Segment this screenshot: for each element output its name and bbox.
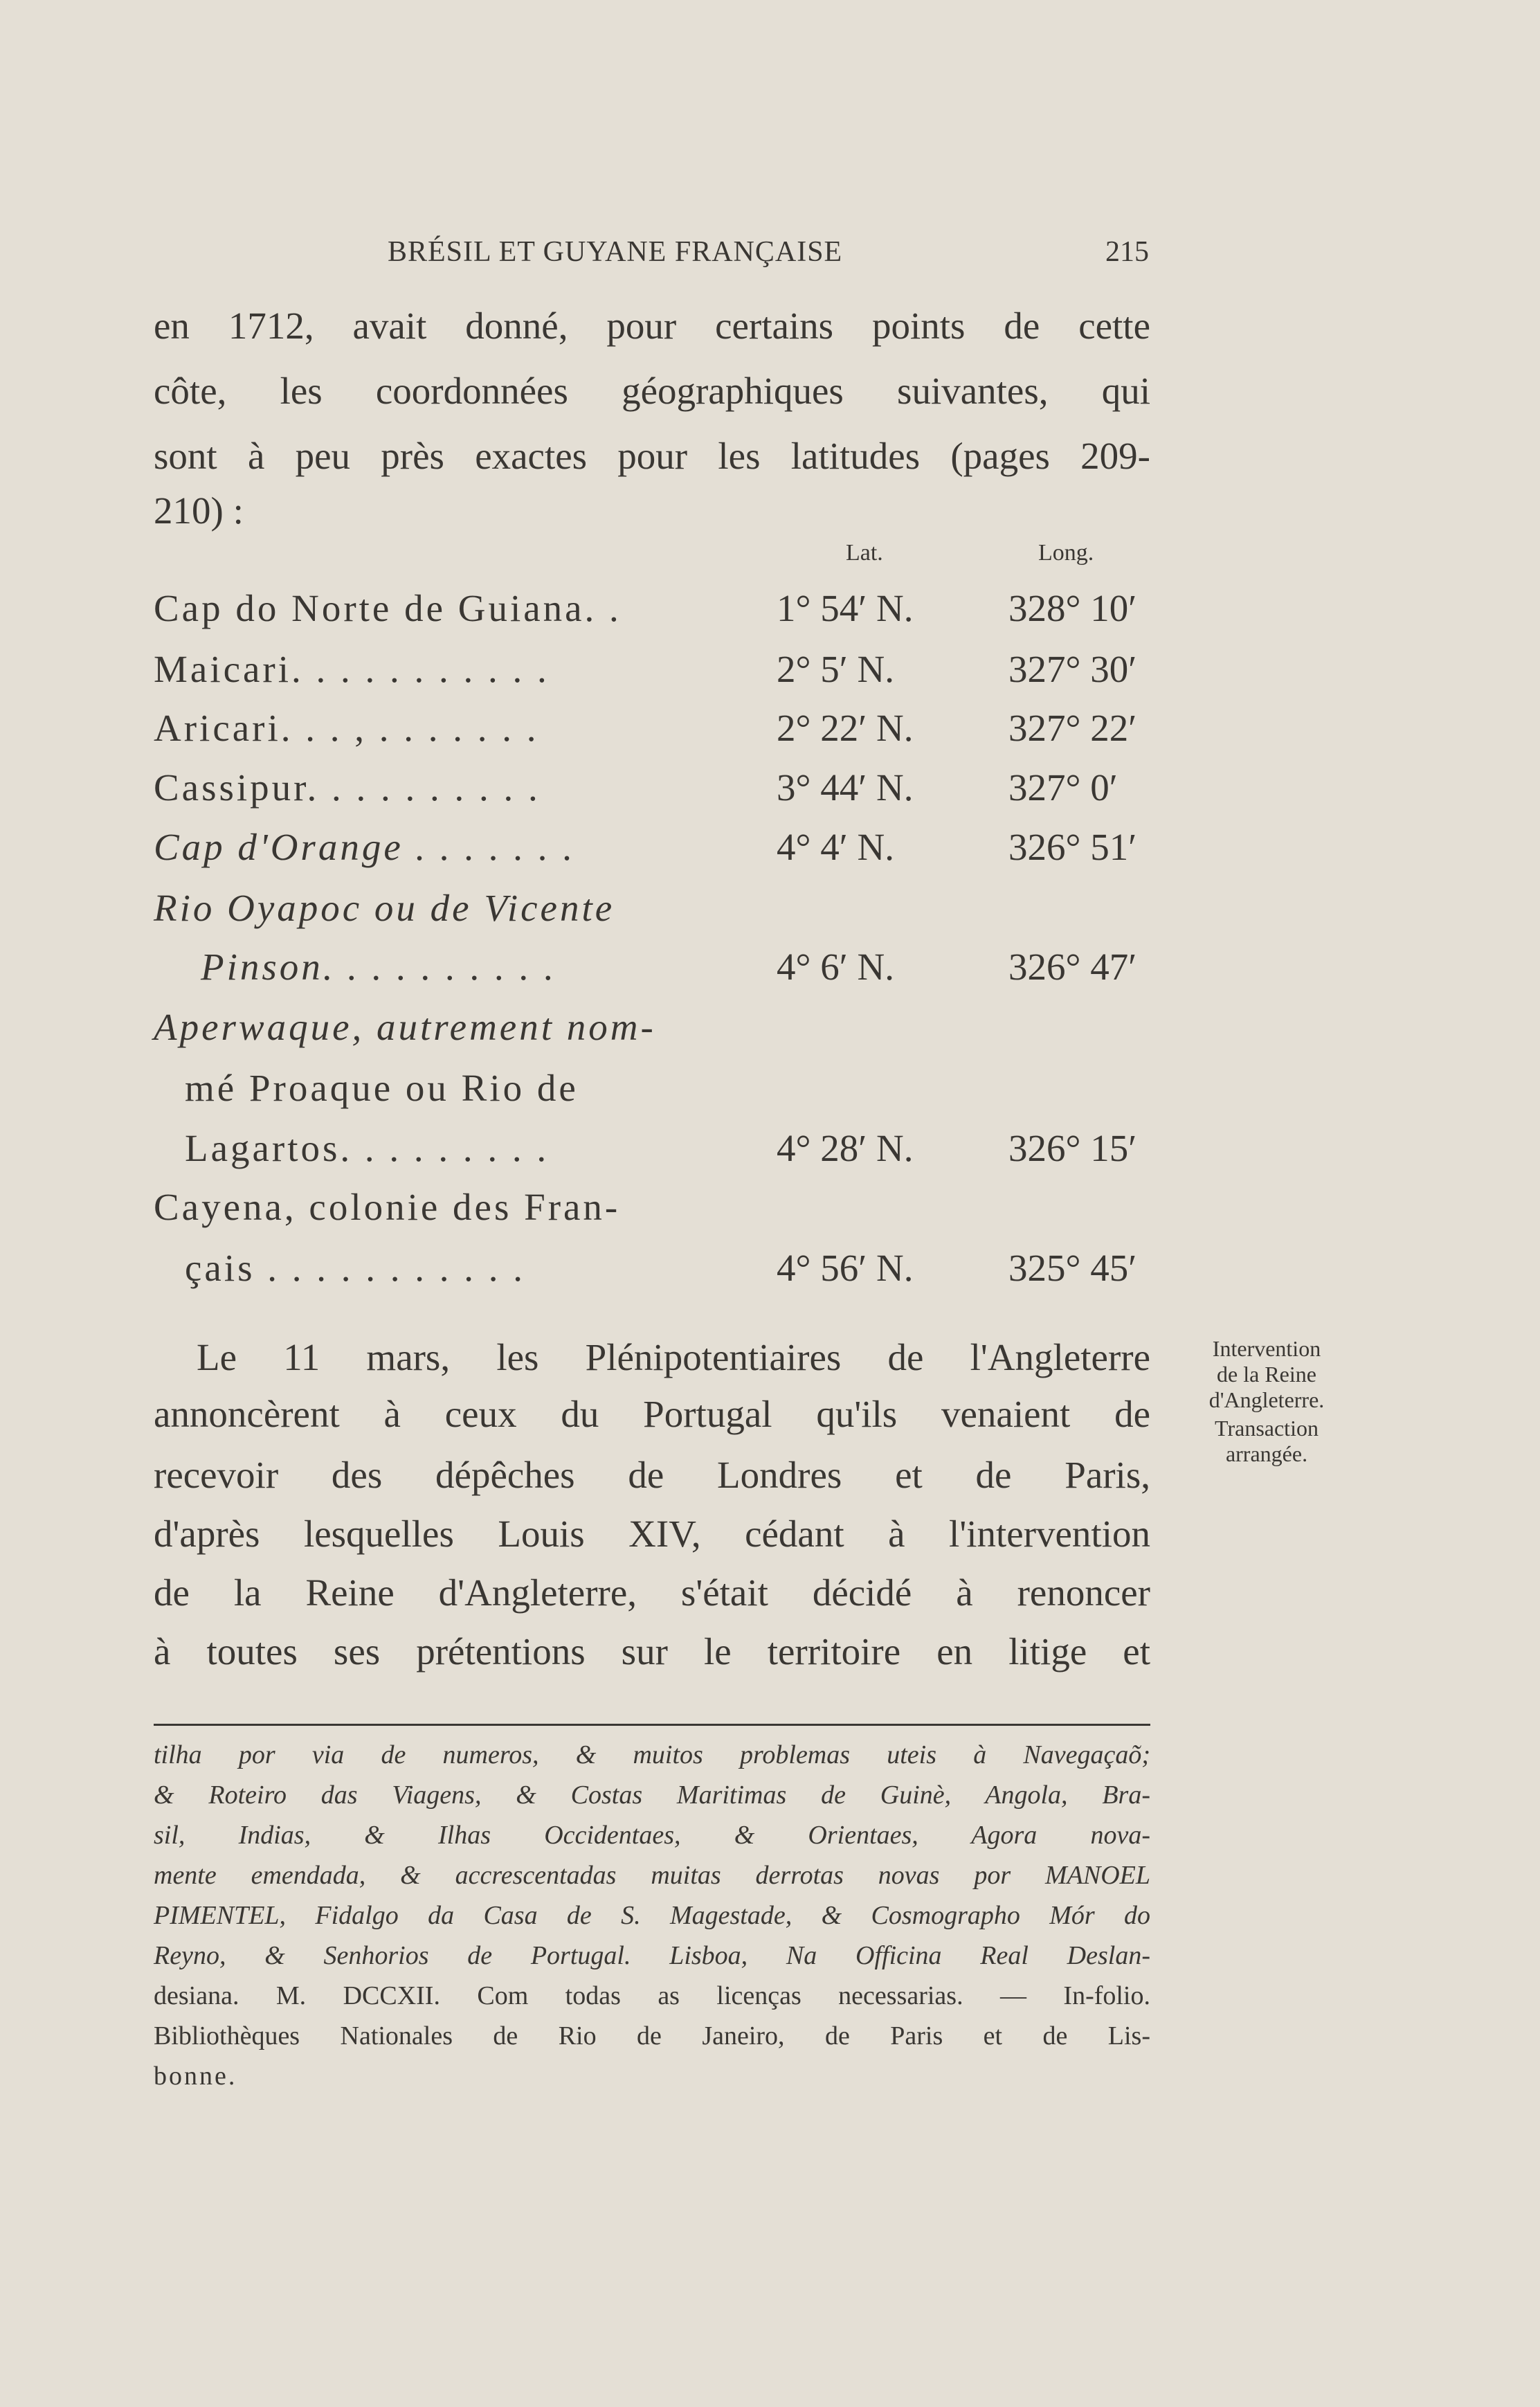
margin-note-line: de la Reine bbox=[1217, 1362, 1316, 1387]
running-header-title: BRÉSIL ET GUYANE FRANÇAISE bbox=[388, 236, 843, 268]
place-name-line: Cayena, colonie des Fran- bbox=[154, 1186, 621, 1228]
longitude: 327° 0′ bbox=[1008, 766, 1118, 809]
longitude: 327° 30′ bbox=[1008, 648, 1137, 690]
margin-note-line: Intervention bbox=[1212, 1336, 1321, 1361]
body-line: Le 11 mars, les Plénipotentiaires de l'Angleterre bbox=[197, 1336, 1150, 1378]
body-line: recevoir des dépêches de Londres et de Paris, bbox=[154, 1454, 1150, 1496]
table-row-continuation bbox=[154, 886, 1164, 930]
footnote-line: PIMENTEL, Fidalgo da Casa de S. Magestade, & Cosmographo Mór do bbox=[154, 1901, 1150, 1930]
place-name: Cassipur. . . . . . . . . . bbox=[154, 766, 541, 809]
place-name: çais . . . . . . . . . . . bbox=[185, 1247, 526, 1289]
latitude: 1° 54′ N. bbox=[777, 587, 914, 629]
latitude: 4° 6′ N. bbox=[777, 946, 894, 988]
place-name-line: mé Proaque ou Rio de bbox=[185, 1067, 579, 1109]
latitude: 3° 44′ N. bbox=[777, 766, 914, 809]
place-name-line: Rio Oyapoc ou de Vicente bbox=[154, 887, 615, 929]
place-name: Maicari. . . . . . . . . . . bbox=[154, 648, 550, 690]
margin-note-line: d'Angleterre. bbox=[1208, 1387, 1325, 1412]
footnote-rule bbox=[154, 1724, 1150, 1726]
latitude: 4° 56′ N. bbox=[777, 1247, 914, 1289]
margin-note bbox=[1177, 1336, 1357, 1467]
column-header-long: Long. bbox=[1038, 540, 1094, 566]
table-row bbox=[154, 586, 1164, 631]
latitude: 2° 5′ N. bbox=[777, 648, 894, 690]
table-row bbox=[154, 706, 1164, 750]
footnote-line: Bibliothèques Nationales de Rio de Janeiro, de Paris et de Lis- bbox=[154, 2021, 1150, 2050]
place-name: Pinson. . . . . . . . . . bbox=[201, 946, 557, 988]
body-line: à toutes ses prétentions sur le territoire en litige et bbox=[154, 1630, 1150, 1673]
table-row-continuation bbox=[154, 1066, 1164, 1110]
footnote-line: bonne. bbox=[154, 2062, 237, 2091]
table-row bbox=[154, 945, 1164, 989]
intro-line: 210) : bbox=[154, 489, 244, 532]
table-row-continuation bbox=[154, 1185, 1164, 1229]
footnote-line: mente emendada, & accrescentadas muitas derrotas novas por MANOEL bbox=[154, 1861, 1150, 1890]
latitude: 4° 28′ N. bbox=[777, 1127, 914, 1169]
latitude: 4° 4′ N. bbox=[777, 826, 894, 868]
intro-line: côte, les coordonnées géographiques suivantes, qui bbox=[154, 370, 1150, 412]
body-line: annoncèrent à ceux du Portugal qu'ils venaient de bbox=[154, 1393, 1150, 1435]
table-row-continuation bbox=[154, 1005, 1164, 1049]
footnote-line: desiana. M. DCCXII. Com todas as licenças necessarias. — In-folio. bbox=[154, 1981, 1150, 2010]
longitude: 325° 45′ bbox=[1008, 1247, 1137, 1289]
longitude: 327° 22′ bbox=[1008, 707, 1137, 749]
footnote-line: tilha por via de numeros, & muitos problemas uteis à Navegaçaõ; bbox=[154, 1740, 1150, 1769]
table-row bbox=[154, 647, 1164, 692]
intro-line: sont à peu près exactes pour les latitudes (pages 209- bbox=[154, 435, 1150, 477]
place-name-italic: Aperwaque, autrement nom- bbox=[154, 1006, 656, 1048]
body-line: d'après lesquelles Louis XIV, cédant à l'intervention bbox=[154, 1513, 1150, 1555]
footnote-line: Reyno, & Senhorios de Portugal. Lisboa, Na Officina Real Deslan- bbox=[154, 1941, 1150, 1970]
column-header-lat: Lat. bbox=[846, 540, 883, 566]
longitude: 326° 15′ bbox=[1008, 1127, 1137, 1169]
latitude: 2° 22′ N. bbox=[777, 707, 914, 749]
footnote-line: sil, Indias, & Ilhas Occidentaes, & Orientaes, Agora nova- bbox=[154, 1821, 1150, 1850]
table-row bbox=[154, 825, 1164, 869]
longitude: 326° 47′ bbox=[1008, 946, 1137, 988]
table-row bbox=[154, 1246, 1164, 1290]
place-name-line bbox=[154, 1005, 656, 1049]
intro-line: en 1712, avait donné, pour certains points de cette bbox=[154, 305, 1150, 347]
table-row bbox=[154, 766, 1164, 810]
place-name: Cap d'Orange . . . . . . . bbox=[154, 826, 576, 868]
margin-note-line: Transaction bbox=[1215, 1416, 1319, 1441]
longitude: 328° 10′ bbox=[1008, 587, 1137, 629]
place-name: Aricari. . . , . . . . . . . bbox=[154, 707, 539, 749]
footnote-line: & Roteiro das Viagens, & Costas Maritimas de Guinè, Angola, Bra- bbox=[154, 1781, 1150, 1810]
place-name: Cap do Norte de Guiana. . bbox=[154, 587, 622, 629]
place-name: Lagartos. . . . . . . . . bbox=[185, 1127, 550, 1169]
longitude: 326° 51′ bbox=[1008, 826, 1137, 868]
page-number: 215 bbox=[1105, 236, 1149, 268]
body-line: de la Reine d'Angleterre, s'était décidé à renoncer bbox=[154, 1571, 1150, 1614]
margin-note-line: arrangée. bbox=[1225, 1441, 1308, 1466]
table-row bbox=[154, 1126, 1164, 1171]
